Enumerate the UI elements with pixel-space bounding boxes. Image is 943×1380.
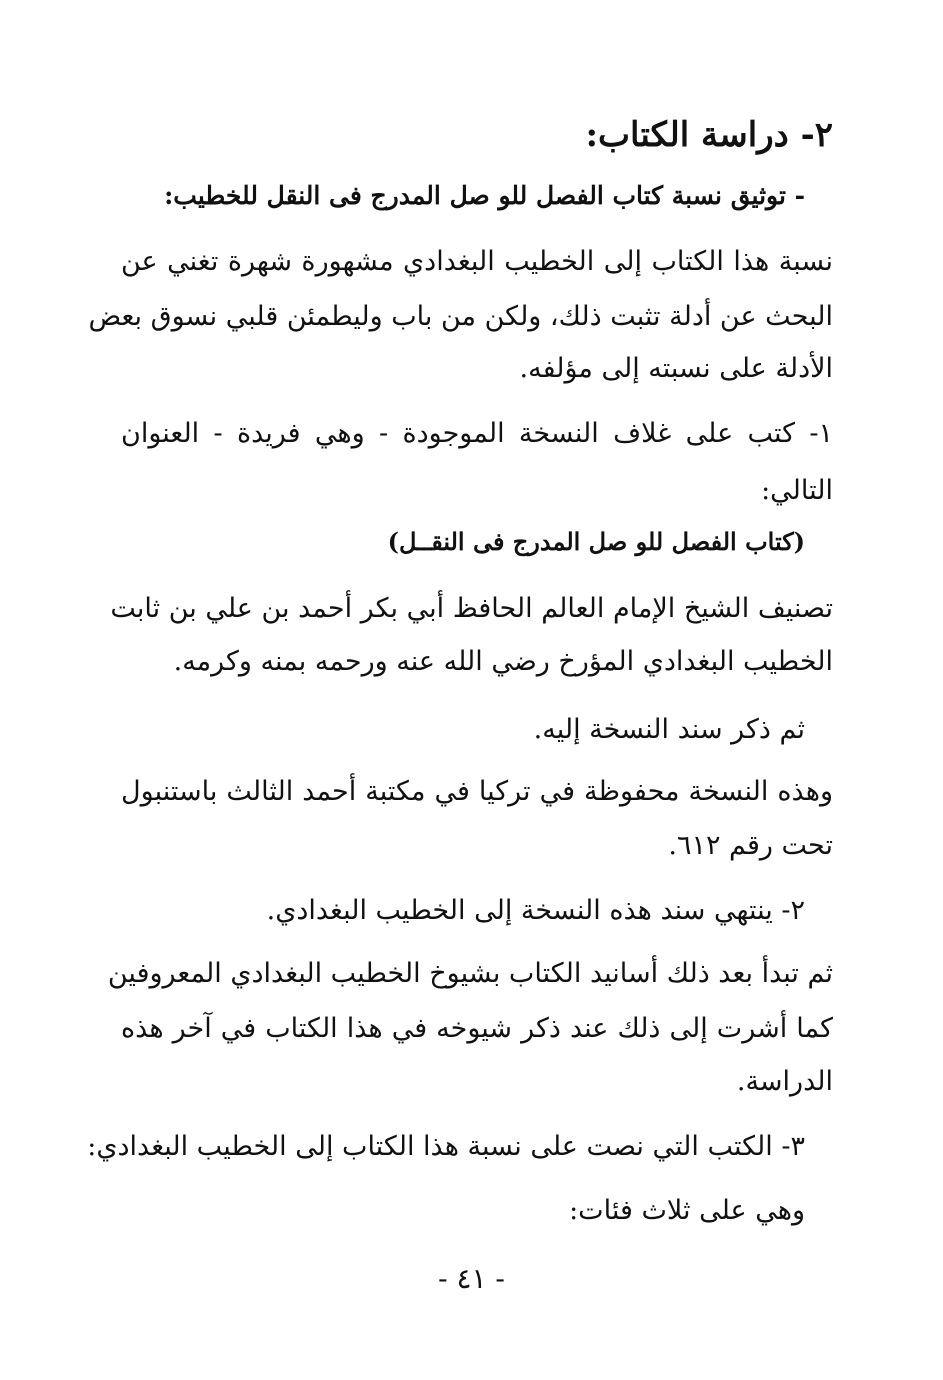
paragraph-8-line-1: ٣- الكتب التي نصت على نسبة هذا الكتاب إلى الخطيب البغدادي: <box>87 1131 805 1162</box>
page-number: - ٤١ - <box>438 1262 505 1295</box>
paragraph-1-line-2: البحث عن أدلة تثبت ذلك، ولكن من باب وليطمئن قلبي نسوق بعض <box>88 301 833 332</box>
paragraph-3-line-2: الخطيب البغدادي المؤرخ رضي الله عنه ورحمه بمنه وكرمه. <box>173 646 833 677</box>
paragraph-7-line-1: ثم تبدأ بعد ذلك أسانيد الكتاب بشيوخ الخطيب البغدادي المعروفين <box>107 958 833 989</box>
paragraph-4-line-1: ثم ذكر سند النسخة إليه. <box>533 714 805 745</box>
paragraph-6-line-1: ٢- ينتهي سند هذه النسخة إلى الخطيب البغدادي. <box>266 895 805 926</box>
paragraph-9-line-1: وهي على ثلاث فئات: <box>569 1195 805 1226</box>
paragraph-7-line-2: كما أشرت إلى ذلك عند ذكر شيوخه في هذا الكتاب في آخر هذه <box>121 1013 833 1044</box>
paragraph-2-line-2: التالي: <box>761 475 833 506</box>
section-title: ٢- دراسة الكتاب: <box>585 115 833 155</box>
paragraph-1-line-1: نسبة هذا الكتاب إلى الخطيب البغدادي مشهورة شهرة تغني عن <box>121 246 833 277</box>
paragraph-2-line-1: ١- كتب على غلاف النسخة الموجودة - وهي فريدة - العنوان <box>121 418 833 449</box>
paragraph-3-line-1: تصنيف الشيخ الإمام العالم الحافظ أبي بكر أحمد بن علي بن ثابت <box>110 593 833 624</box>
paragraph-5-line-1: وهذه النسخة محفوظة في تركيا في مكتبة أحمد الثالث باستنبول <box>121 776 833 807</box>
paragraph-7-line-3: الدراسة. <box>736 1066 833 1097</box>
subtitle: - توثيق نسبة كتاب الفصل للو صل المدرج فى النقل للخطيب: <box>164 181 805 210</box>
paragraph-5-line-2: تحت رقم ٦١٢. <box>668 830 833 861</box>
paragraph-1-line-3: الأدلة على نسبته إلى مؤلفه. <box>519 353 833 384</box>
book-title-line: (كتاب الفصل للو صل المدرج فى النقــل) <box>387 527 805 556</box>
